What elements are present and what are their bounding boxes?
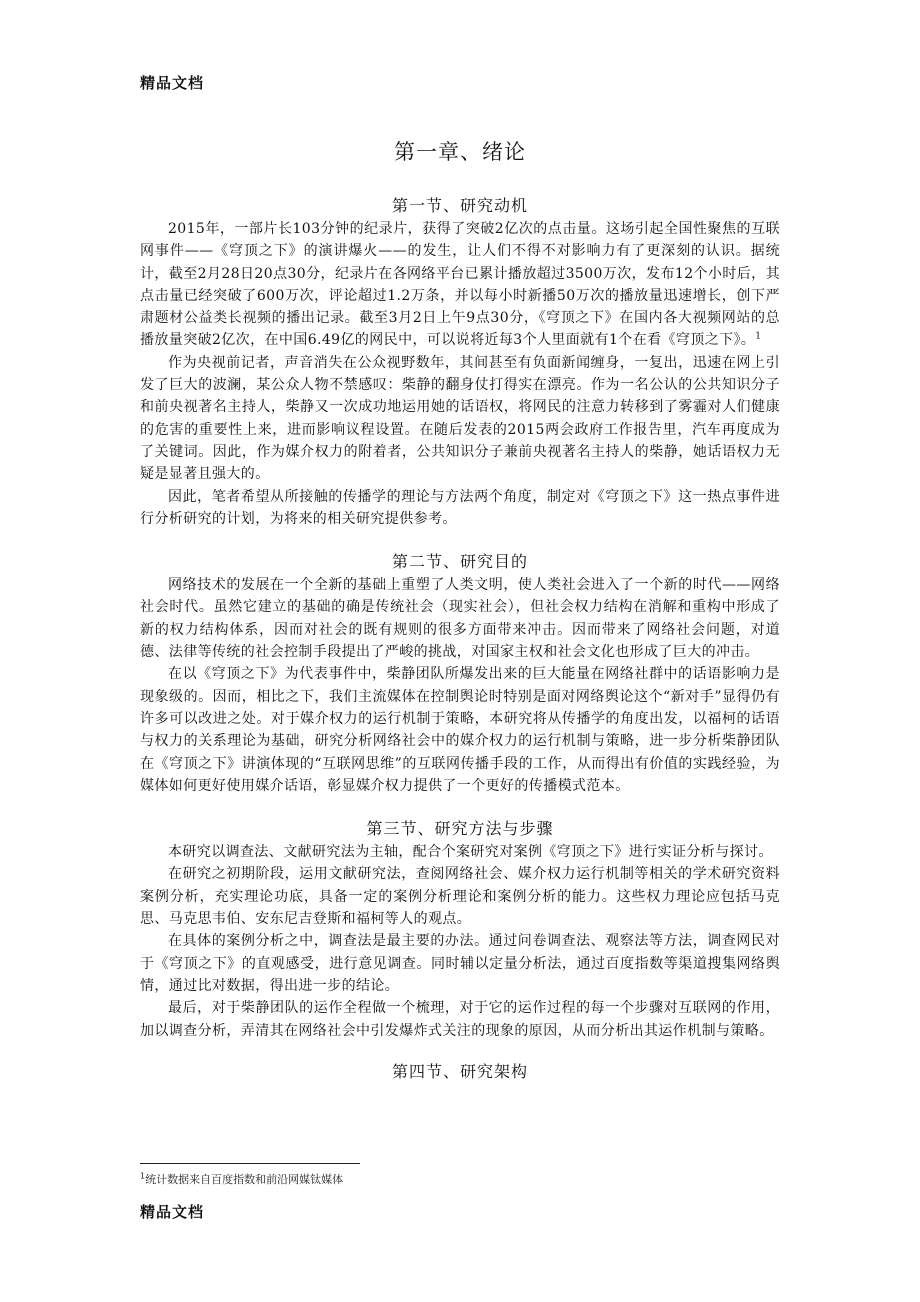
section-title: 第四节、研究架构 bbox=[391, 1061, 528, 1081]
document-body bbox=[140, 136, 780, 1084]
paragraph: 因此，笔者希望从所接触的传播学的理论与方法两个角度，制定对《穹顶之下》这一热点事件进行分析研究的计划，为将来的相关研究提供参考。 bbox=[140, 488, 780, 527]
paragraph: 作为央视前记者，声音消失在公众视野数年，其间甚至有负面新闻缠身，一复出，迅速在网上引发了巨大的波澜，某公众人物不禁感叹：柴静的翻身仗打得实在漂亮。作为一名公认的公共知识分子和前央视著名主持人，柴静又一次成功地运用她的话语权，将网民的注意力转移到了雾霾对人们健康的危害的重要性上来，进而影响议程设置。在随后发表的2015两会政府工作报告里，汽车再度成为了关键词。因此，作为媒介权力的附着者，公共知识分子兼前央视著名主持人的柴静，她话语权力无疑是显著且强大的。 bbox=[140, 354, 780, 483]
paragraph: 在以《穹顶之下》为代表事件中，柴静团队所爆发出来的巨大能量在网络社群中的话语影响力是现象级的。因而，相比之下，我们主流媒体在控制舆论时特别是面对网络舆论这个“新对手”显得仍有许多可以改进之处。对于媒介权力的运行机制于策略，本研究将从传播学的角度出发，以福柯的话语与权力的关系理论为基础，研究分析网络社会中的媒介权力的运行机制与策略，进一步分析柴静团队在《穹顶之下》讲演体现的“互联网思维”的互联网传播手段的工作，从而得出有价值的实践经验，为媒体如何更好使用媒介话语，彰显媒介权力提供了一个更好的传播模式范本。 bbox=[140, 666, 780, 794]
section-architecture bbox=[140, 1060, 780, 1083]
chapter-title: 第一章、绪论 bbox=[394, 140, 526, 164]
paragraph: 在研究之初期阶段，运用文献研究法，查阅网络社会、媒介权力运行机制等相关的学术研究资料案例分析，充实理论功底，具备一定的案例分析理论和案例分析的能力。这些权力理论应包括马克思、马克思韦伯、安东尼吉登斯和福柯等人的观点。 bbox=[140, 866, 780, 928]
page-header: 精品文档 bbox=[140, 74, 205, 92]
paragraph: 网络技术的发展在一个全新的基础上重塑了人类文明，使人类社会进入了一个新的时代——网络社会时代。虽然它建立的基础的确是传统社会（现实社会），但社会权力结构在消解和重构中形成了新的权力结构体系，因而对社会的既有规则的很多方面带来冲击。因而带来了网络社会问题，对道德、法律等传统的社会控制手段提出了严峻的挑战，对国家主权和社会文化也形成了巨大的冲击。 bbox=[140, 577, 780, 661]
footnote-text: 统计数据来自百度指数和前沿网媒钛媒体 bbox=[145, 1173, 344, 1186]
footnote-divider bbox=[140, 1163, 360, 1164]
paragraph: 本研究以调查法、文献研究法为主轴，配合个案研究对案例《穹顶之下》进行实证分析与探讨。 bbox=[168, 844, 773, 861]
paragraph: 最后，对于柴静团队的运作全程做一个梳理，对于它的运作过程的每一个步骤对互联网的作用，加以调查分析，弄清其在网络社会中引发爆炸式关注的现象的原因，从而分析出其运作机制与策略。 bbox=[140, 1000, 780, 1039]
section-title: 第二节、研究目的 bbox=[391, 552, 528, 572]
section-title: 第一节、研究动机 bbox=[391, 196, 528, 215]
section-purpose bbox=[140, 550, 780, 797]
footnote bbox=[140, 1171, 343, 1187]
paragraph: 在具体的案例分析之中，调查法是最主要的办法。通过问卷调查法、观察法等方法，调查网民对于《穹顶之下》的直观感受，进行意见调查。同时辅以定量分析法，通过百度指数等渠道搜集网络舆情，通过比对数据，得出进一步的结论。 bbox=[140, 933, 780, 994]
footnote-reference: 1 bbox=[755, 331, 762, 342]
section-title: 第三节、研究方法与步骤 bbox=[366, 819, 554, 839]
footnote-mark: 1 bbox=[140, 1171, 146, 1181]
page-footer: 精品文档 bbox=[140, 1203, 205, 1221]
section-methods bbox=[140, 817, 780, 1042]
paragraph: 2015年，一部片长103分钟的纪录片，获得了突破2亿次的点击量。这场引起全国性聚焦的互联网事件——《穹顶之下》的演讲爆火——的发生，让人们不得不对影响力有了更深刻的认识。据统计，截至2月28日20点30分，纪录片在各网络平台已累计播放超过3500万次，发布12个小时后，其点击量已经突破了600万次，评论超过1.2万条，并以每小时新播50万次的播放量迅速增长，创下严肃题材公益类长视频的播出记录。截至3月2日上午9点30分，《穹顶之下》在国内各大视频网站的总播放量突破2亿次，在中国6.49亿的网民中，可以说将近每3个人里面就有1个在看《穹顶之下》。$^1$ bbox=[140, 221, 780, 349]
section-motivation bbox=[140, 194, 780, 530]
